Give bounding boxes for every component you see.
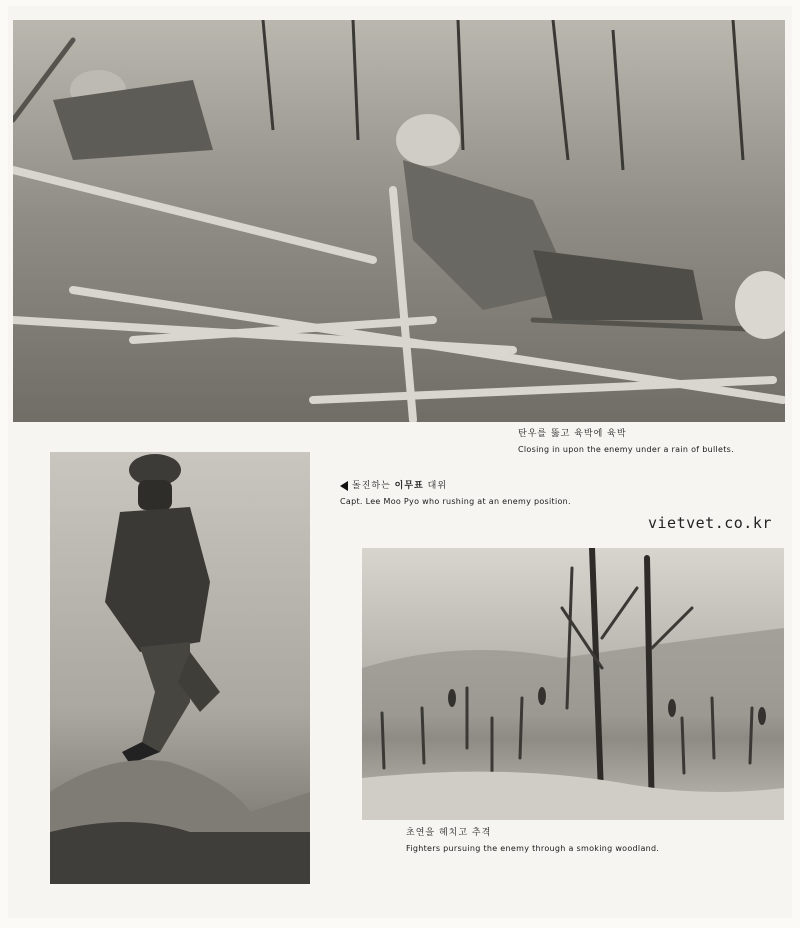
caption-top-korean: 탄우를 뚫고 육박에 육박 — [518, 429, 627, 439]
photo-captain-rushing — [50, 452, 310, 884]
caption-pursuing — [406, 825, 659, 857]
photo-right-illustration — [362, 548, 784, 820]
watermark: vietvet.co.kr — [648, 514, 772, 532]
left-pointer-icon — [340, 481, 348, 491]
photo-top-illustration — [13, 20, 785, 422]
caption-right-korean: 초연을 헤치고 추격 — [406, 828, 492, 838]
photo-left-illustration — [50, 452, 310, 884]
photo-soldiers-advancing — [13, 20, 785, 422]
caption-left-korean-name: 이무표 — [394, 481, 424, 491]
caption-left-korean-prefix: 돌진하는 — [352, 481, 391, 491]
caption-left-korean — [340, 478, 571, 494]
caption-top-english: Closing in upon the enemy under a rain of bullets. — [518, 445, 734, 454]
caption-left-korean-suffix: 대위 — [427, 481, 448, 491]
caption-closing-in — [518, 426, 734, 458]
photo-smoking-woodland — [362, 548, 784, 820]
caption-right-english: Fighters pursuing the enemy through a smoking woodland. — [406, 844, 660, 853]
caption-left-english: Capt. Lee Moo Pyo who rushing at an enemy position. — [340, 497, 571, 506]
caption-captain — [340, 478, 571, 510]
